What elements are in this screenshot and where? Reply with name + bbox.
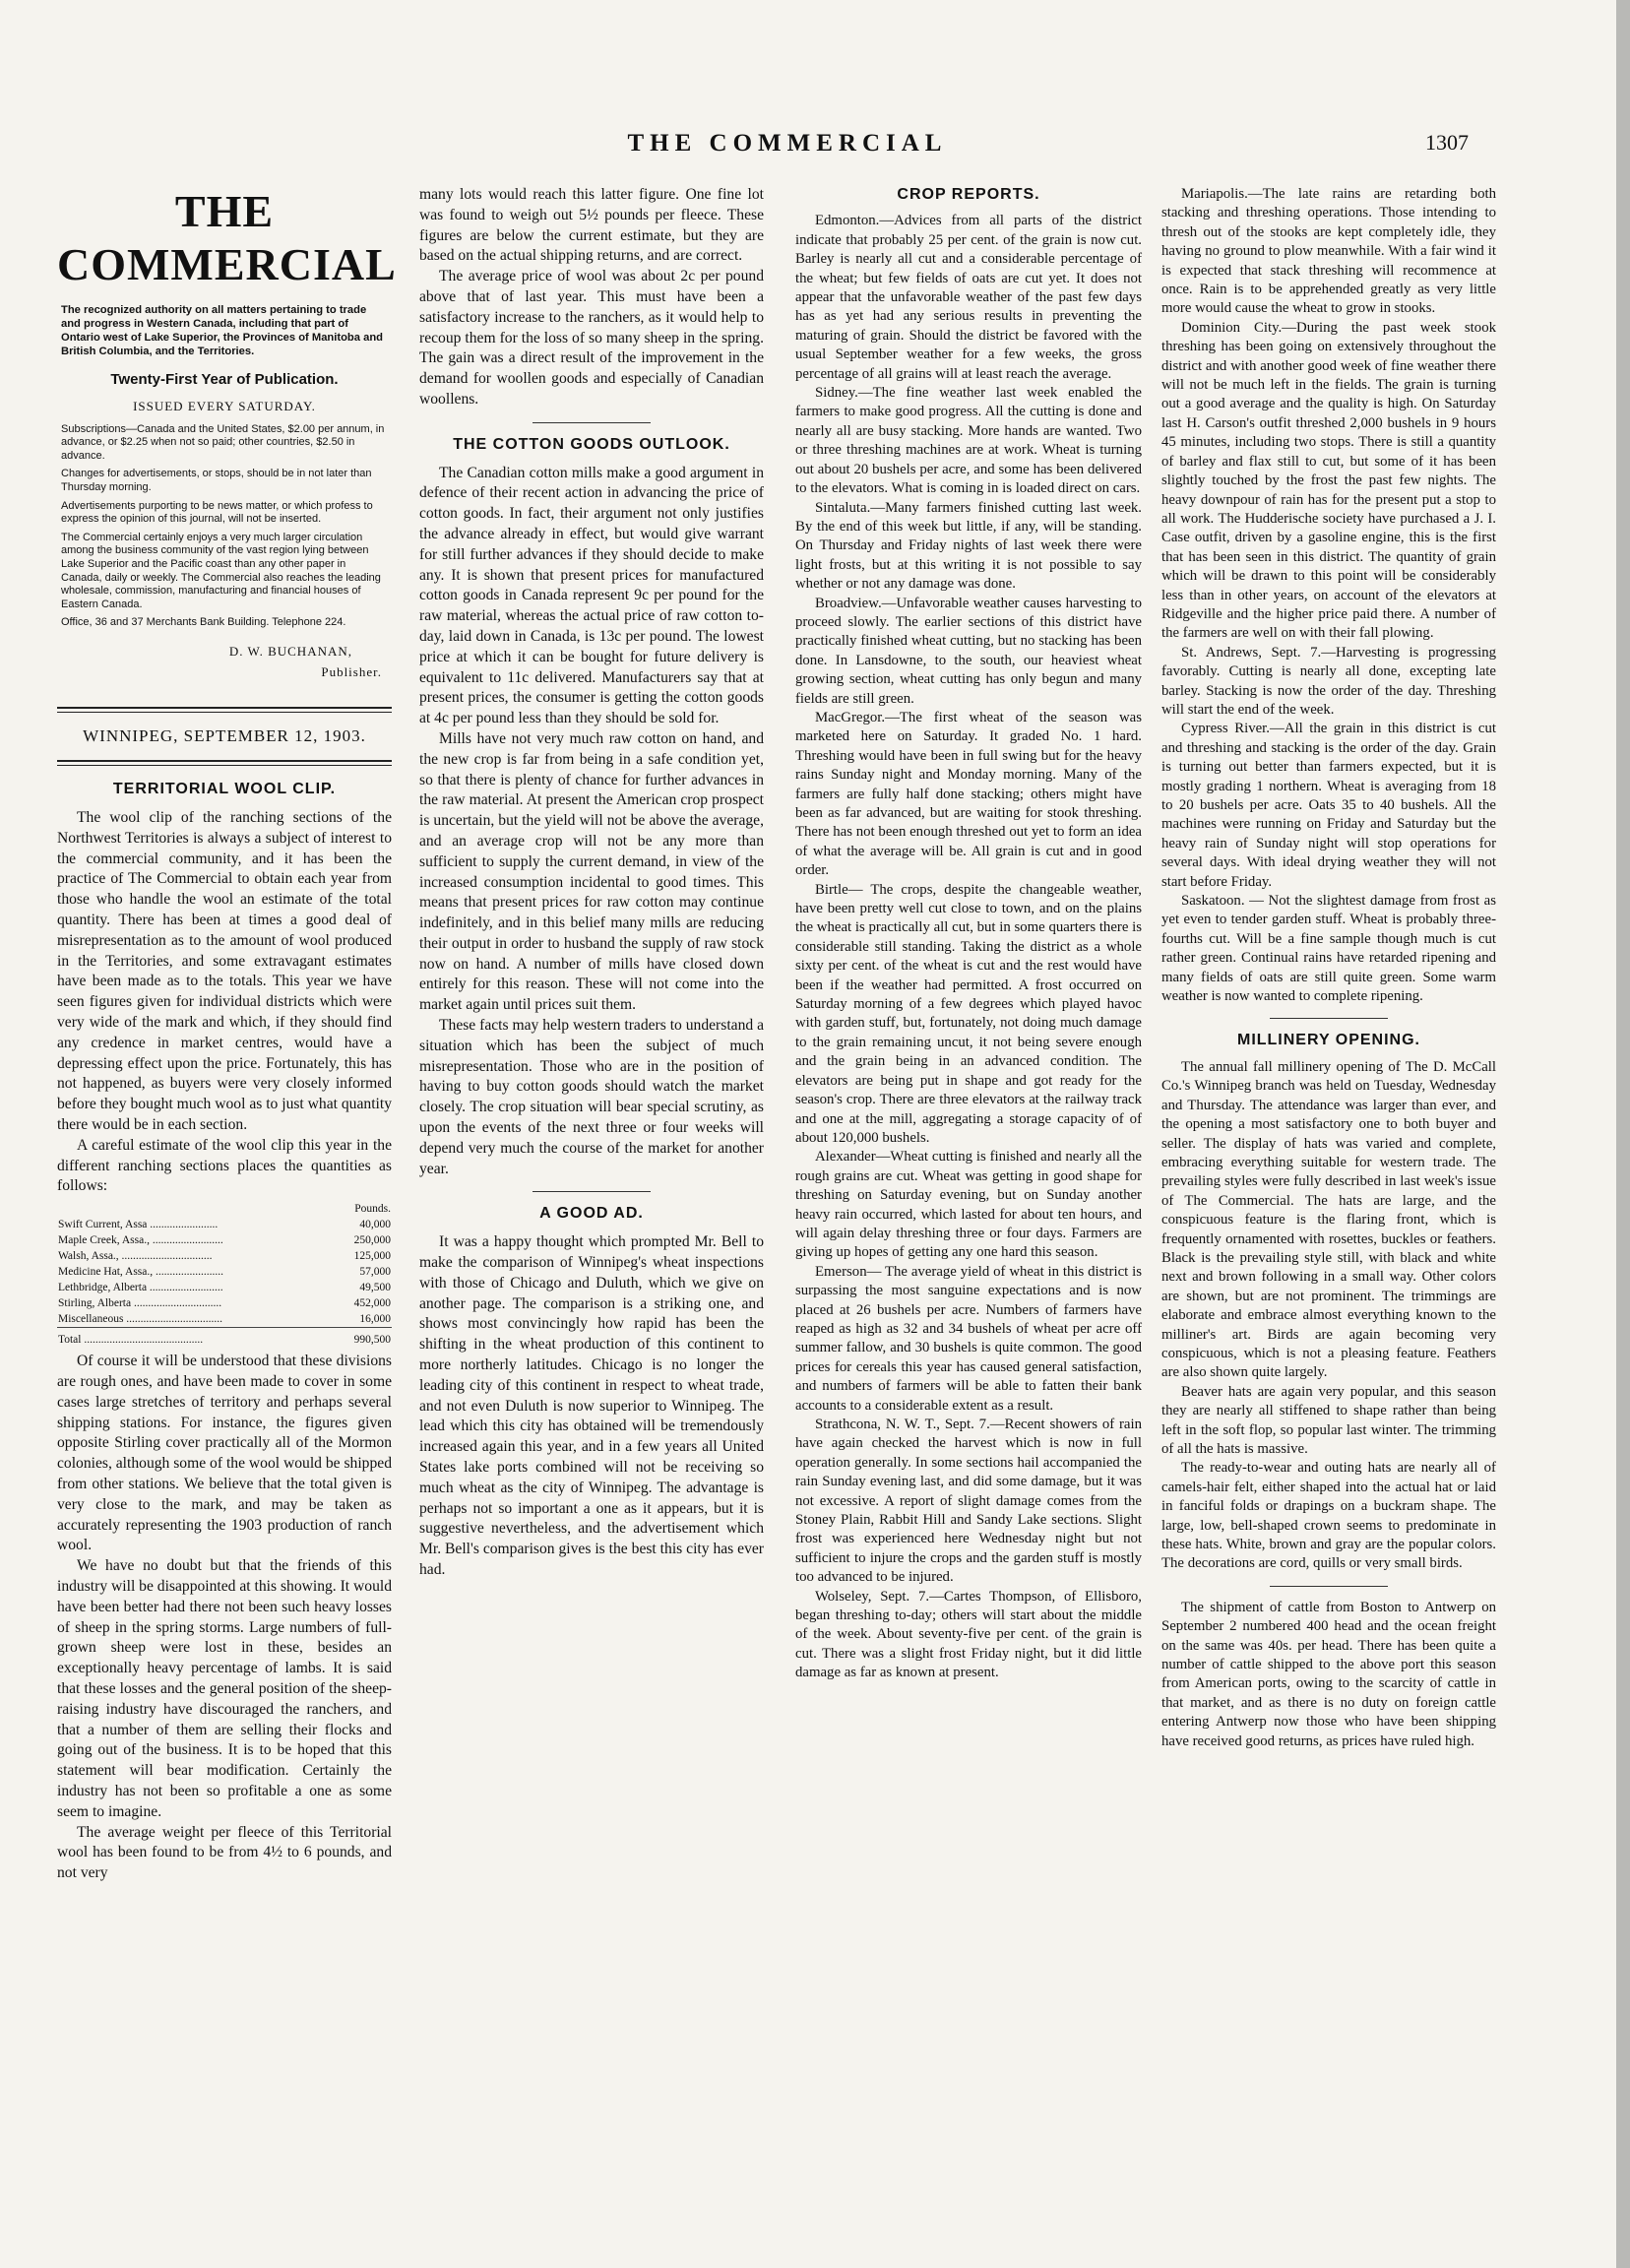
crop-report: Saskatoon. — Not the slightest damage from frost as yet even to tender garden stuff. Wheat is probably three-fourths cut. Will be a fine sample though much is cut rather green. Continual rains have retarded ripening and many fields of oats are still quite green. Some warm weather is now wanted to complete ripening. [1161,893,1496,1005]
masthead-description: The recognized authority on all matters pertaining to trade and progress in Western Canada, including that part of Ontario west of Lake Superior, the Provinces of Manitoba and British Columbia, and the Territories. [61,304,383,357]
section-rule [533,1191,651,1192]
running-head: THE COMMERCIAL [627,130,948,157]
table-row [57,1280,392,1295]
crop-report: MacGregor.—The first wheat of the season was marketed here on Saturday. It graded No. 1 hard. Threshing would have been in full swing but for the heavy rains Sunday night and Monday morning. Many of the farmers are fully half done stacking; others might have been as far advanced, but are waiting for stook threshing. There has not been enough threshed out yet to form an idea of what the average will be. All grain is cut and in good order. [795,709,1142,879]
wool-place: Lethbridge, Alberta .......................... [58,1282,223,1294]
wool-place: Maple Creek, Assa., ......................... [58,1234,223,1247]
crop-report: Birtle— The crops, despite the changeable weather, have been pretty well cut close to town, and on the plains the wheat is practically all cut, but in some quarters there is considerable still standing. Taking the district as a whole sixty per cent. of the wheat is cut and the rest would have been if the weather had permitted. A frost occurred on Saturday morning of a few degrees which played havoc with garden stuff, but, fortunately, not doing much damage to the grain remaining uncut, it not being severe enough and the grain being in an advanced condition. The elevators are being put in shape and got ready for the season's crop. There are three elevators at the railway track and one at the mill, aggregating a storage capacity of of about 120,000 bushels. [795,881,1142,1146]
section-rule [533,422,651,423]
publisher-name: D. W. BUCHANAN, [228,643,352,659]
millinery-paragraph-3: The ready-to-wear and outing hats are nearly all of camels-hair felt, either shaped into the actual hat or laid in fanciful folds or drapings on a buckram shape. The large, low, bell-shaped crown seems to predominate in these hats. White, brown and gray are the popular colors. The decorations are cord, quills or very small birds. [1161,1460,1496,1572]
wool-total-label: Total .......................................... [57,1328,329,1349]
cotton-heading: THE COTTON GOODS OUTLOOK. [453,435,730,453]
wool-pounds: 16,000 [359,1313,391,1326]
table-row [57,1232,392,1248]
wool-place: Walsh, Assa., ................................ [58,1250,213,1263]
masthead-office: Office, 36 and 37 Merchants Bank Building. Telephone 224. [61,616,346,629]
column-1 [57,185,397,1884]
wool-pounds: 57,000 [359,1266,391,1279]
wool-paragraph-4: We have no doubt but that the friends of this industry will be disappointed at this showing. It would have been better had there not been such heavy losses of sheep in the spring storms. Large numbers of full-grown sheep were lost in these, besides an exceptionally heavy percentage of lambs. It is said that these losses and the general position of the sheep-raising industry have discouraged the ranchers, and that a number of them are selling their flocks and going out of the business. It is to be hoped that this statement will bear modification. Certainly the industry has not been so profitable a one as some seem to imagine. [57,1557,393,1820]
cotton-paragraph-1: The Canadian cotton mills make a good argument in defence of their recent action in advancing the price of cotton goods. In fact, their argument not only justifies the advance already in effect, but would give warrant for still further advances if they should decide to make any. It is shown that present prices for manufactured cotton goods in Canada represent 9c per pound for the raw material, whereas the actual price of raw cotton to-day, laid down in Canada, is 13c per pound. The lowest price at which it can be bought for future delivery is equivalent to 11c delivered. Manufacturers say that at present prices, the consumer is getting the cotton goods at 4c per pound less than they should be sold for. [419,464,764,727]
masthead-year: Twenty-First Year of Publication. [110,371,339,388]
wool-pounds: 125,000 [353,1250,391,1263]
masthead-title: THE COMMERCIAL [57,186,397,289]
page-edge [1616,0,1630,2268]
masthead-issued: ISSUED EVERY SATURDAY. [133,398,316,413]
column-4 [1161,185,1496,1751]
good-ad-paragraph: It was a happy thought which prompted Mr. Bell to make the comparison of Winnipeg's wheat inspections with those of Chicago and Duluth, which we give on another page. The comparison is a striking one, and shows most convincingly how rapid has been the shifting in the wheat production of this continent to more northerly latitudes. Chicago is no longer the leading city of this continent in respect to wheat trade, and not even Duluth is now superior to Winnipeg. The lead which this city has obtained will be tremendously increased again this year, and in a few years all United States lake ports combined will not be receiving so much wheat as the city of Winnipeg. The advantage is perhaps not so important a one as it appears, but it is suggestive nevertheless, and the advertisement which Mr. Bell's comparison gives is the best this city has ever had. [419,1233,764,1578]
crop-report: Emerson— The average yield of wheat in this district is surpassing the most sanguine expectations and is now placed at 26 bushels per acre. Numbers of farmers have reaped as high as 32 and 34 bushels of wheat per acre off summer fallow, and 30 bushels is quite common. The good prices for cereals this year has caused general satisfaction, and numbers of farmers will be able to fatten their bank accounts to a considerable extent as a result. [795,1263,1142,1414]
crop-report: Edmonton.—Advices from all parts of the district indicate that probably 25 per cent. of the grain is now cut. Barley is nearly all cut and a considerable percentage of the wheat; but few fields of oats are cut yet. It does not appear that the unfavorable weather of the past few days has as yet had any serious results in preventing the maturing of grain. Should the district be favored with the usual September weather for a few weeks, the gross percentage of all grains will at least reach the average. [795,213,1142,382]
masthead-advertisements: Advertisements purporting to be news matter, or which profess to express the opinion of this journal, will not be inserted. [61,499,373,526]
crop-reports-heading: CROP REPORTS. [897,186,1040,203]
millinery-heading: MILLINERY OPENING. [1236,1032,1420,1049]
wool-continued-1: many lots would reach this latter figure. One fine lot was found to weigh out 5½ pounds per fleece. These figures are below the current estimate, but they are based on the actual shipping returns, and are correct. [419,186,764,265]
table-row [57,1217,392,1232]
column-3 [795,185,1142,1683]
wool-heading: TERRITORIAL WOOL CLIP. [112,781,337,798]
wool-paragraph-3: Of course it will be understood that these divisions are rough ones, and have been made to cover in some cases large stretches of territory and perhaps several shipping stations. For instance, the figures given opposite Stirling cover practically all of the Mormon colonies, although some of the wool would be shipped from other stations. We believe that the total given is very close to the mark, and may be taken as accurately representing the 1903 production of ranch wool. [57,1353,392,1554]
crop-report: Mariapolis.—The late rains are retarding both stacking and threshing operations. Those intending to thresh out of the stooks are kept completely idle, they having no ground to plow meanwhile. With a fair wind it is expected that stack threshing will recommence at once. Rain is to be apprehended greatly as very little more would cause the wheat to grow in stooks. [1161,186,1496,317]
wool-pounds: 49,500 [359,1282,391,1294]
crop-report: Alexander—Wheat cutting is finished and nearly all the rough grains are cut. Wheat was getting in good shape for threshing on Saturday evening, but on Sunday another heavy rain occurred, which lasted for about ten hours, and will again delay threshing three or four days. Farmers are giving up hopes of getting any one hard this season. [795,1149,1142,1261]
crop-report: St. Andrews, Sept. 7.—Harvesting is progressing favorably. Cutting is nearly all done, excepting late barley. Stacking is now the order of the day. Threshing will start the end of the week. [1161,644,1496,718]
cotton-paragraph-3: These facts may help western traders to understand a situation which has been the subject of much misrepresentation. Those who are in the position of having to buy cotton goods should watch the market closely. The crop situation will bear special scrutiny, as upon the events of the next three or four weeks will depend very much the course of the market for another year. [419,1017,764,1177]
wool-table-unit: Pounds. [354,1203,391,1216]
wool-paragraph-1: The wool clip of the ranching sections of the Northwest Territories is always a subject of interest to the commercial community, and it has been the practice of The Commercial to obtain each year from those who handle the wool an estimate of the total quantity. There has been at times a good deal of misrepresentation as to the amount of wool produced in the Territories, and some extravagant estimates have been made as to the totals. This year we have seen figures given for individual districts which were very wide of the mark and which, if they should find any credence in market centres, would have a depressing effect upon the price. Fortunately, this has not happened, as buyers were very closely informed before they bought much wool as to just what quantity there would be in each section. [57,809,392,1134]
wool-pounds: 250,000 [353,1234,391,1247]
wool-place: Stirling, Alberta ............................... [58,1297,222,1310]
table-total-row [57,1328,392,1349]
wool-place: Miscellaneous .................................. [58,1313,223,1326]
millinery-paragraph-1: The annual fall millinery opening of The D. McCall Co.'s Winnipeg branch was held on Tuesday, Wednesday and Thursday. The attendance was larger than ever, and the opening a most satisfactory one to both buyer and seller. The display of hats was varied and complete, embracing everything suitable for western trade. The prevailing styles were fully described in last week's issue of The Commercial. The hats are large, and the conspicuous feature is the flaring front, which is frequently ornamented with rosettes, buckles or feathers. Black is the prevailing style still, with black and white next and brown following in a small way. Other colors are shown, but are not prominent. The trimmings are elaborate and embrace almost everything known to the milliner's art. Birds are again becoming very conspicuous, which is not a pleasing feature. Feathers are also shown quite largely. [1161,1058,1496,1381]
dateline: WINNIPEG, SEPTEMBER 12, 1903. [83,725,366,745]
wool-place: Swift Current, Assa ........................ [58,1219,219,1231]
page-number: 1307 [1425,130,1469,155]
good-ad-heading: A GOOD AD. [539,1205,644,1223]
wool-place: Medicine Hat, Assa., ........................ [58,1266,224,1279]
wool-continued-2: The average price of wool was about 2c per pound above that of last year. This must have been a satisfactory increase to the ranchers, as it would help to recoup them for the loss of so many sheep in the spring. The gain was a direct result of the improvement in the demand for woollen goods and especially of Canadian woollens. [419,268,764,408]
masthead-rule [57,707,392,713]
wool-paragraph-5: The average weight per fleece of this Territorial wool has been found to be from 4½ to 6 pounds, and not very [57,1823,392,1882]
crop-report: Sintaluta.—Many farmers finished cutting last week. By the end of this week but little, if any, will be standing. On Thursday and Friday nights of last week there were light frosts, but at this writing it is not possible to say whether or not any damage was done. [795,499,1142,593]
section-rule [1270,1018,1388,1019]
masthead-subscriptions: Subscriptions—Canada and the United States, $2.00 per annum, in advance, or $2.25 when not so paid; other countries, $2.50 in advance. [61,422,385,462]
cotton-paragraph-2: Mills have not very much raw cotton on hand, and the new crop is far from being in a safe condition yet, so that there is plenty of chance for further advances in the raw material. At present the American crop prospect is uncertain, but the yield will not be above the average, and an average crop will not be any more than sufficient to supply the current demand, in view of the increased consumption incidental to good times. This means that present prices for raw cotton may continue indefinitely, and in this belief many mills are reducing their output in order to husband the supply of raw stock now on hand. A number of mills have closed down entirely for this reason. These will not come into the market again until prices suit them. [419,729,764,1014]
crop-report: Broadview.—Unfavorable weather causes harvesting to proceed slowly. The earlier sections of this district have practically finished wheat cutting, but no stacking has been done. In Lansdowne, to the south, our heaviest wheat growing section, wheat cutting has only begun and many fields are still green. [795,595,1142,707]
cattle-paragraph: The shipment of cattle from Boston to Antwerp on September 2 numbered 400 head and the ocean freight on the same was 40s. per head. There has been quite a number of cattle shipped to the above port this season from American ports, owing to the scarcity of cattle in that market, and as there is no duty on foreign cattle entering Antwerp now those who have been shipping have received good returns, as prices have ruled high. [1161,1599,1496,1749]
table-row [57,1248,392,1264]
table-row [57,1264,392,1280]
dateline-rule [57,760,392,766]
publisher-role: Publisher. [321,663,382,679]
table-row [57,1295,392,1311]
crop-report: Wolseley, Sept. 7.—Cartes Thompson, of Ellisboro, began threshing to-day; others will start about the middle of the week. About seventy-five per cent. of the grain is cut. There was a slight frost Friday night, but it did little damage as far as known at present. [795,1588,1142,1681]
crop-report: Dominion City.—During the past week stook threshing has been going on extensively throughout the district and with another good week of fine weather there will not be much left in the fields. The grain is turning out a good average and the quality is high. On Saturday last H. Carson's outfit threshed 2,000 bushels in 9 hours 45 minutes, including two stops. There is still a quantity of barley and flax still to cut, but some of it has been slightly touched by the frost the past few nights. The heavy downpour of rain has for the present put a stop to all work. The Hudderische society have purchased a J. I. Case outfit, driven by a gasoline engine, this is the first that has been seen in this district. The quantity of grain which will be drawn to this point will be considerably less than in other years, on account of the elevators at Ridgeville and the higher price paid there. A number of the farmers are well on with their fall plowing. [1161,319,1496,642]
masthead-changes: Changes for advertisements, or stops, should be in not later than Thursday morning. [61,468,372,493]
section-rule [1270,1586,1388,1587]
wool-total-value: 990,500 [329,1328,392,1349]
wool-pounds: 452,000 [353,1297,391,1310]
crop-report: Strathcona, N. W. T., Sept. 7.—Recent showers of rain have again checked the harvest which is now in full operation generally. In some sections hail accompanied the rain Sunday evening last, and did some damage, but it was not excessive. A report of slight damage comes from the Stoney Plain, Rabbit Hill and Sandy Lake sections. Slight frost was experienced here Wednesday night but not sufficient to injure the crops and the garden stuff is mostly too advanced to be injured. [795,1417,1142,1586]
table-row [57,1311,392,1328]
masthead-circulation: The Commercial certainly enjoys a very much larger circulation among the business community of the vast region lying between Lake Superior and the Pacific coast than any other paper in Canada, daily or weekly. The Commercial also reaches the leading wholesale, commission, manufacturing and financial houses of Eastern Canada. [61,531,381,610]
crop-report: Sidney.—The fine weather last week enabled the farmers to make good progress. All the cutting is done and nearly all are busy stacking. More hands are wanted. Two or three threshing machines are at work. Wheat is turning out about 20 bushels per acre, and some has been delivered to the elevators. What is coming in is loaded direct on cars. [795,385,1142,497]
wool-table [57,1201,392,1348]
millinery-paragraph-2: Beaver hats are again very popular, and this season they are nearly all stiffened to shape rather than being left in the soft flop, so popular last winter. The trimming of all the hats is massive. [1161,1383,1496,1457]
wool-paragraph-2: A careful estimate of the wool clip this year in the different ranching sections places the quantities as follows: [57,1136,392,1195]
column-2 [419,185,764,1581]
wool-pounds: 40,000 [359,1219,391,1231]
crop-report: Cypress River.—All the grain in this district is cut and threshing and stacking is the order of the day. Grain is turning out better than farmers expected, but it is mostly grading 1 northern. Wheat is averaging from 18 to 20 bushels per acre. Oats 35 to 40 bushels. All the machines were running on Friday and Saturday but the heavy rain of Sunday night will stop operations for several days. With ideal drying weather they will not start before Friday. [1161,721,1496,890]
